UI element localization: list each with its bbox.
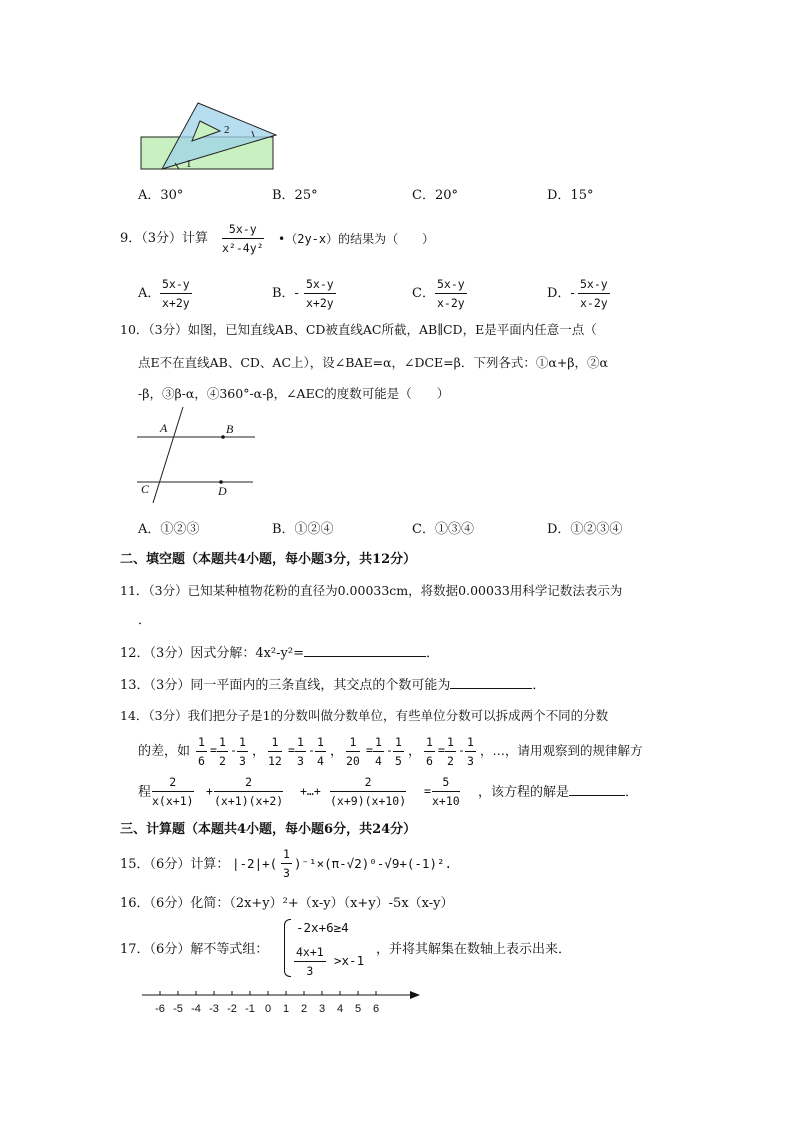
q14-eq-term-1: $\frac{2}{x(x+1)}$ (152, 775, 194, 808)
ruler-triangle-figure (130, 95, 290, 175)
q11-stem-line2: ． (138, 613, 152, 628)
q12-text: 12．（3分）因式分解：4x²-y²= (120, 646, 304, 661)
q17-inequality-2-rest: >x-1 (334, 953, 365, 968)
q17-suffix: ，并将其解集在数轴上表示出来． (376, 942, 572, 957)
q10-option-c[interactable]: C．①③④ (412, 522, 474, 537)
q9-option-a-fraction[interactable] (160, 277, 192, 310)
q14-line3-suffix: ，该方程的解是 (478, 785, 570, 800)
q9-option-b-fraction[interactable] (304, 277, 336, 310)
number-line-tick-label: -1 (245, 1003, 255, 1015)
q12-stem (120, 647, 439, 660)
q16-stem: 16．（6分）化简：（2x+y）²+（x-y）（x+y）-5x（x-y） (120, 896, 454, 911)
q14-eq-term-3: $\frac{2}{(x+9)(x+10)}$ (330, 775, 407, 808)
number-line-tick-label: -5 (173, 1003, 183, 1015)
q11-stem-line1: 11．（3分）已知某种植物花粉的直径为0.00033cm，将数据0.00033用科学记数法表示为 (120, 583, 623, 598)
point-b-label: B (226, 422, 234, 436)
number-line-tick-label: 3 (318, 1003, 326, 1015)
number-line (138, 985, 428, 1020)
q9-b-num: 5x-y (304, 277, 336, 294)
section-3-heading: 三、计算题（本题共4小题，每小题6分，共24分） (120, 822, 417, 837)
q14-ex3-a: $\frac{1}{20}$ (346, 735, 360, 768)
q12-end: ． (425, 646, 439, 661)
q14-ex1-b: $\frac{1}{2}$ (219, 735, 226, 768)
q14-ex4-a: $\frac{1}{6}$ (426, 735, 433, 768)
q14-eq-term-2: $\frac{2}{(x+1)(x+2)}$ (214, 775, 284, 808)
angle-label-1: 1 (186, 158, 192, 170)
q9-stem-mid: •（2y-x）的结果为（ ） (278, 232, 435, 246)
number-line-tick-label: 6 (372, 1003, 380, 1015)
q13-answer-blank[interactable] (450, 687, 532, 689)
q14-ex1-minus: - (230, 743, 237, 757)
q9-stem-prefix: 9．（3分）计算 (120, 231, 209, 246)
q14-ex4-minus: - (458, 743, 465, 757)
angle-label-2: 2 (224, 124, 230, 136)
q13-text: 13．（3分）同一平面内的三条直线，其交点的个数可能为 (120, 678, 451, 693)
q14-ex3-minus: - (386, 743, 393, 757)
q14-ex1-a: $\frac{1}{6}$ (198, 735, 205, 768)
q14-line2-prefix: 的差，如 (138, 744, 191, 759)
q14-ex4-eq: = (438, 743, 445, 757)
q17-inequality-2-fraction: $\frac{4x+1}{3}$ (296, 945, 324, 978)
q9-option-b-label[interactable]: B．- (272, 286, 299, 301)
q14-ex3-c: $\frac{1}{5}$ (395, 735, 402, 768)
number-line-tick-label: 4 (336, 1003, 344, 1015)
q14-eq-plus-dots: +…+ (300, 784, 321, 798)
number-line-tick-label: 0 (264, 1003, 272, 1015)
section-2-heading: 二、填空题（本题共4小题，每小题3分，共12分） (120, 552, 417, 567)
q15-fraction: $\frac{1}{3}$ (283, 847, 290, 880)
q14-ex2-a: $\frac{1}{12}$ (268, 735, 282, 768)
q14-ex1-eq: = (210, 743, 217, 757)
q17-prefix: 17．（6分）解不等式组： (120, 942, 269, 957)
q9-frac-num: 5x-y (222, 222, 264, 239)
q14-answer-blank[interactable] (569, 794, 625, 796)
q9-stem-fraction (222, 222, 264, 255)
q14-ex2-minus: - (308, 743, 315, 757)
number-line-tick-label: -2 (227, 1003, 237, 1015)
point-c-label: C (141, 482, 150, 496)
q9-a-den: x+2y (162, 296, 190, 310)
q10-stem-line2: 点E不在直线AB、CD、AC上），设∠BAE=α，∠DCE=β．下列各式：①α+β，②α (138, 355, 608, 370)
q15-expr-part1: |-2|+( (232, 856, 278, 871)
point-a-label: A (160, 421, 168, 435)
q14-line2-suffix: ，…，请用观察到的规律解方 (480, 743, 643, 758)
number-line-tick-label: -4 (191, 1003, 201, 1015)
q9-d-num: 5x-y (578, 277, 610, 294)
q9-option-a-label[interactable]: A． (138, 286, 161, 301)
q14-ex4-c: $\frac{1}{3}$ (467, 735, 474, 768)
q9-c-den: x-2y (437, 296, 465, 310)
q14-line3-prefix: 程 (138, 785, 152, 800)
q14-sep-2: ， (330, 744, 344, 759)
q9-option-c-label[interactable]: C． (412, 286, 435, 301)
q14-ex4-b: $\frac{1}{2}$ (447, 735, 454, 768)
q8-option-b[interactable]: B．25° (272, 188, 318, 203)
q13-stem (120, 679, 545, 692)
q14-eq-equals: = (424, 784, 431, 798)
q14-line3-tail (478, 786, 638, 799)
q9-d-den: x-2y (580, 296, 608, 310)
q14-end: ． (625, 785, 639, 800)
q8-option-c[interactable]: C．20° (412, 188, 458, 203)
q14-sep-1: ， (252, 744, 266, 759)
q14-ex1-c: $\frac{1}{3}$ (239, 735, 246, 768)
parallel-lines-figure (135, 405, 265, 505)
q9-option-c-fraction[interactable] (435, 277, 467, 310)
q14-eq-plus-1: + (206, 784, 213, 798)
q9-a-num: 5x-y (160, 277, 192, 294)
q14-ex2-b: $\frac{1}{3}$ (297, 735, 304, 768)
number-line-tick-label: 1 (282, 1003, 290, 1015)
q17-brace (284, 919, 291, 977)
q14-ex2-eq: = (288, 743, 295, 757)
number-line-tick-label: 2 (300, 1003, 308, 1015)
q14-ex2-c: $\frac{1}{4}$ (317, 735, 324, 768)
q14-eq-term-rhs: $\frac{5}{x+10}$ (432, 775, 460, 808)
q9-b-den: x+2y (306, 296, 334, 310)
q14-ex3-b: $\frac{1}{4}$ (375, 735, 382, 768)
q12-answer-blank[interactable] (304, 655, 426, 657)
q9-c-num: 5x-y (435, 277, 467, 294)
q10-option-a[interactable]: A．①②③ (138, 522, 200, 537)
q9-option-d-label[interactable]: D．- (547, 286, 575, 301)
q14-stem-line1: 14．（3分）我们把分子是1的分数叫做分数单位，有些单位分数可以拆成两个不同的分数 (120, 708, 609, 723)
q10-option-b[interactable]: B．①②④ (272, 522, 334, 537)
q14-ex3-eq: = (366, 743, 373, 757)
q14-sep-3: ， (408, 744, 422, 759)
q15-prefix: 15．（6分）计算： (120, 857, 230, 872)
q10-stem-line3: -β，③β-α，④360°-α-β，∠AEC的度数可能是（ ） (138, 386, 450, 401)
number-line-tick-label: -3 (209, 1003, 219, 1015)
q9-option-d-fraction[interactable] (578, 277, 610, 310)
q8-option-a[interactable]: A．30° (138, 188, 184, 203)
number-line-tick-label: -6 (155, 1003, 165, 1015)
q8-option-d[interactable]: D．15° (547, 188, 594, 203)
q17-inequality-1: -2x+6≥4 (296, 920, 349, 935)
point-d-label: D (218, 484, 227, 498)
number-line-tick-label: 5 (354, 1003, 362, 1015)
q9-frac-den: x²-4y² (222, 241, 264, 255)
q13-end: ． (532, 678, 546, 693)
q15-expr-part2: )⁻¹×(π-√2)⁰-√9+(-1)². (294, 856, 453, 871)
q10-stem-line1: 10．（3分）如图，已知直线AB、CD被直线AC所截，AB∥CD，E是平面内任意一点（ (120, 322, 597, 337)
q10-option-d[interactable]: D．①②③④ (547, 522, 623, 537)
